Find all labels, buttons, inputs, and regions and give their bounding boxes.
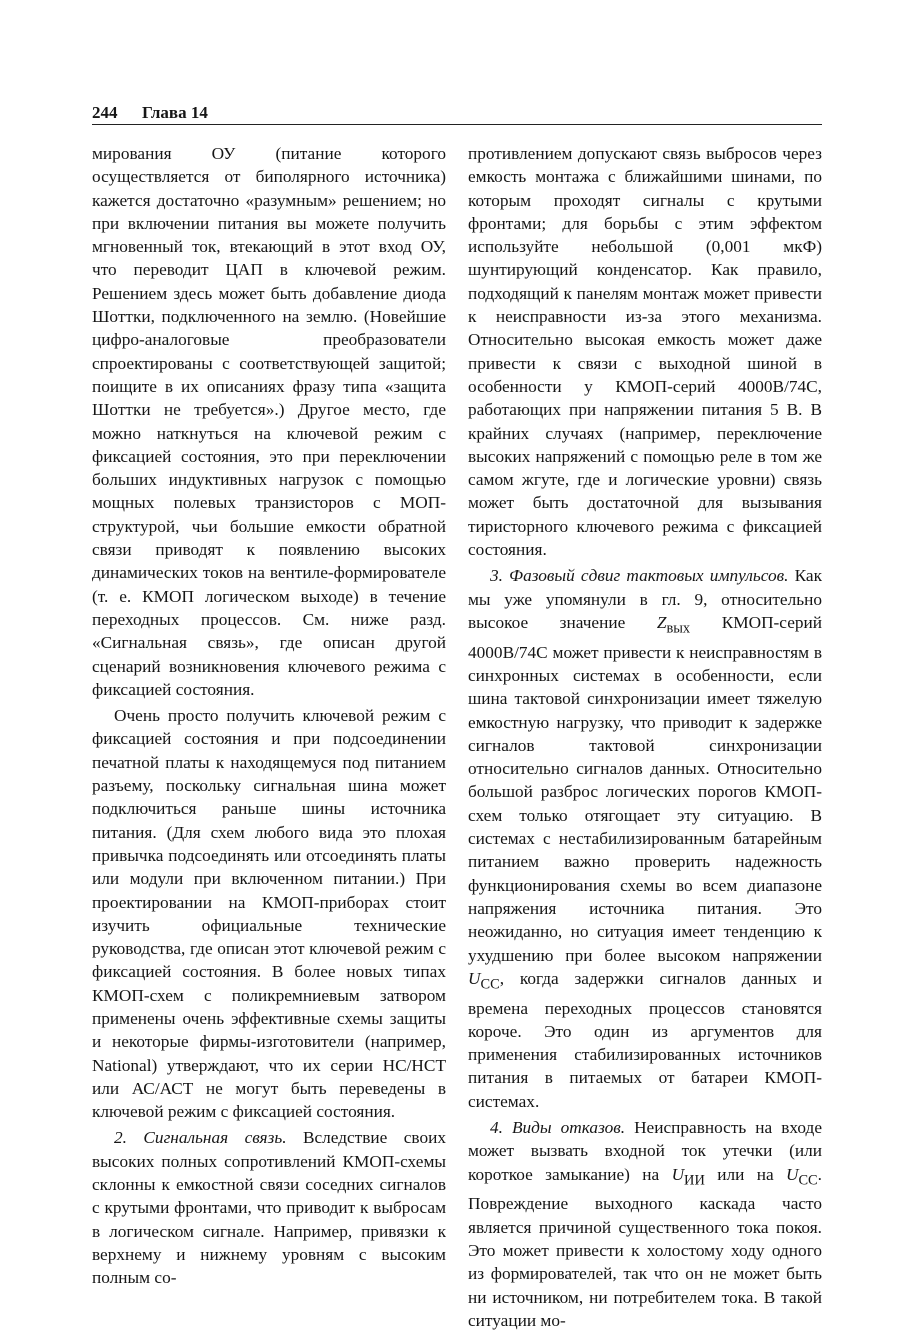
italic-text: 3. Фазовый сдвиг тактовых импульсов. <box>490 566 789 586</box>
italic-text: U <box>785 1164 799 1184</box>
paragraph <box>92 704 446 1123</box>
italic-text: U <box>468 968 481 988</box>
text-run: , когда задержки сигналов данных и времена переходных процессов становятся короче. Это один из аргументов для применения стабилизированных источников питания в питаемых от батареи КМОП-системах. <box>468 968 822 1111</box>
text-run: или на <box>704 1164 786 1184</box>
paragraph <box>92 1126 446 1289</box>
header-rule <box>92 124 822 125</box>
page-header <box>92 103 822 125</box>
text-run: . Повреждение выходного каскада часто является причиной существенного тока покоя. Это может привести к холостому ходу одного из формирователей, так что он не может быть ни источником, ни потребителем тока. В такой ситуации мо- <box>468 1164 822 1330</box>
text-run: КМОП-серий 4000В/74С может привести к неисправностям в синхронных системах в особенности, если шина тактовой синхронизации имеет тяжелую емкостную нагрузку, что приводит к задержке сигналов тактовой синхронизации относительно сигналов данных. Относительно большой разброс логических порогов КМОП-схем только отягощает эту ситуацию. В системах с нестабилизированным батарейным питанием важно проверить надежность функционирования схемы во всем диапазоне напряжения источника питания. Это неожиданно, но ситуация имеет тенденцию к ухудшению при более высоком напряжении <box>468 612 822 965</box>
text-run: Очень просто получить ключевой режим с фиксацией состояния и при подсоединении печатной платы к находящемуся под питанием разъему, поскольку сигнальная шина может подключиться раньше шины источника питания. (Для схем любого вида это плохая привычка подсоединять или отсоединять платы или модули при включенном питании.) При проектировании на КМОП-приборах стоит изучить официальные технические руководства, где описан этот ключевой режим с фиксацией состояния. В более новых типах КМОП-схем с поликремниевым затвором применены очень эффективные схемы защиты и некоторые фирмы-изготовители (например, National) утверждают, что их серии НС/НСТ или АС/АСТ не могут быть переведены в ключевой режим с фиксацией состояния. <box>92 706 446 1122</box>
paragraph <box>92 142 446 701</box>
subscript: CC <box>798 1172 818 1189</box>
text-run: противлением допускают связь выбросов через емкость монтажа с ближайшими шинами, по которым проходят сигналы с крутыми фронтами; для борьбы с этим эффектом используйте небольшой (0,001 мкФ) шунтирующий конденсатор. Как правило, подходящий к панелям монтаж может привести к неисправности из-за этого механизма. Относительно высокая емкость может даже привести к связи с выходной шиной в особенности у КМОП-серий 4000В/74С, работающих при напряжении питания 5 В. В крайних случаях (например, переключение высоких напряжений с помощью реле в том же самом жгуте, где и логические уровни) связь может быть достаточной для вызывания тиристорного ключевого режима с фиксацией состояния. <box>468 144 822 560</box>
paragraph <box>468 564 822 1113</box>
page-number: 244 <box>92 103 118 122</box>
italic-text: 4. Виды отказов. <box>490 1118 626 1138</box>
subscript: CC <box>480 976 500 993</box>
subscript: вых <box>666 620 691 637</box>
italic-text: U <box>671 1164 685 1184</box>
subscript: ИИ <box>684 1172 705 1189</box>
text-run: мирования ОУ (питание которого осуществляется от биполярного источника) кажется достаточно «разумным» решением; но при включении питания вы можете получить мгновенный ток, втекающий в этот вход ОУ, что переводит ЦАП в ключевой режим. Решением здесь может быть добавление диода Шоттки, подключенного на землю. (Новейшие цифро-аналоговые преобразователи спроектированы с соответствующей защитой; поищите в их описаниях фразу типа «защита Шоттки не требуется».) Другое место, где можно наткнуться на ключевой режим с фиксацией состояния, это при переключении больших индуктивных нагрузок с помощью мощных полевых транзисторов с МОП-структурой, чьи большие емкости обратной связи приводят к появлению высоких динамических токов на вентиле-формирователе (т. е. КМОП логическом выходе) в течение переходных процессов. См. ниже разд. «Сигнальная связь», где описан другой сценарий возникновения ключевого режима с фиксацией состояния. <box>92 144 446 699</box>
text-run: Вследствие своих высоких полных сопротивлений КМОП-схемы склонны к емкостной связи соседних сигналов с крутыми фронтами, что приводит к выбросам в логическом сигнале. Например, привязки к верхнему и нижнему уровням с высоким полным со- <box>92 1128 446 1288</box>
paragraph <box>468 142 822 561</box>
italic-text: 2. Сигнальная связь. <box>114 1128 287 1148</box>
text-run: Неисправность на входе может вызвать входной ток утечки (или короткое замыкание) на <box>468 1118 822 1184</box>
text-run: Как мы уже упомянули в гл. 9, относительно высокое значение <box>468 566 822 632</box>
right-column <box>468 142 822 1330</box>
italic-text: Z <box>656 612 667 632</box>
left-column <box>92 142 446 1288</box>
chapter-title: Глава 14 <box>142 103 208 122</box>
